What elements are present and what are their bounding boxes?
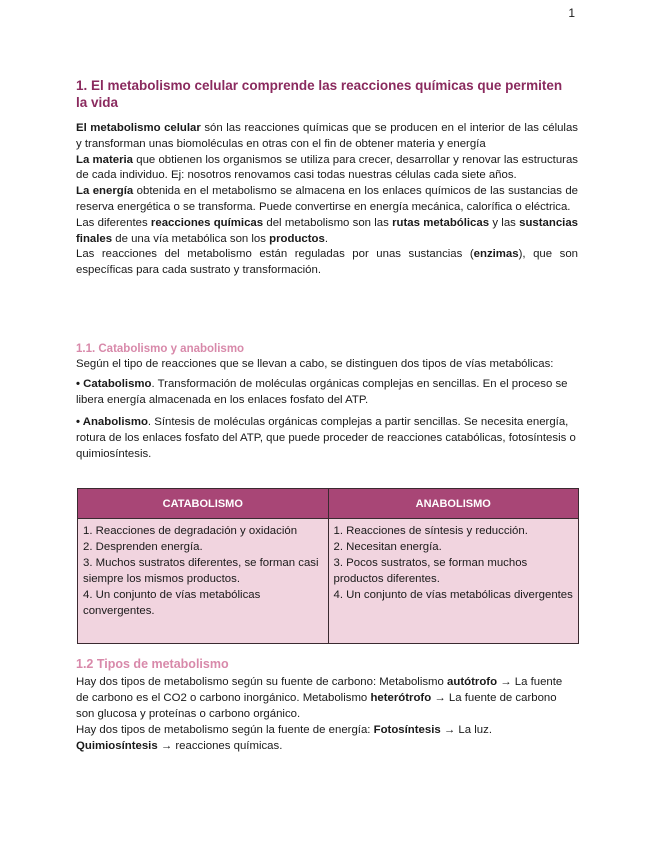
list-item: 1. Reacciones de degradación y oxidación bbox=[83, 525, 298, 537]
cell-catabolismo bbox=[78, 519, 329, 644]
term-sustancias: sustancias finales bbox=[76, 216, 579, 245]
term-materia: La materia bbox=[76, 153, 134, 166]
header-anabolismo: ANABOLISMO bbox=[328, 489, 579, 519]
paragraph-fuente-energia bbox=[76, 722, 578, 738]
text-span: . bbox=[324, 232, 328, 245]
term-productos: productos bbox=[269, 232, 325, 245]
list-item: 4. Un conjunto de vías metabólicas convergentes. bbox=[83, 589, 261, 617]
text-span: Hay dos tipos de metabolismo según la fuente de energía: bbox=[76, 724, 374, 736]
term-anabolismo: • Anabolismo bbox=[76, 415, 148, 428]
text-energia: obtenida en el metabolismo se almacena en los enlaces químicos de las sustancias de reserva energética o se transforma. Puede convertirse en energía mecánica, calorífica o eléctrica. bbox=[76, 185, 579, 213]
paragraph-rutas bbox=[76, 216, 578, 248]
text-span: y las bbox=[489, 216, 520, 229]
list-item: 3. Muchos sustratos diferentes, se forman casi siempre los mismos productos. bbox=[83, 557, 319, 585]
text-span: → La fuente de carbono es el CO2 o carbono inorgánico. Metabolismo bbox=[76, 676, 563, 704]
list-item: 1. Reacciones de síntesis y reducción. bbox=[333, 525, 528, 537]
paragraph-metabolismo bbox=[76, 121, 578, 153]
header-catabolismo: CATABOLISMO bbox=[78, 489, 329, 519]
section-tipos bbox=[76, 674, 578, 754]
text-span: ), que son específicas para cada sustrato y transformación. bbox=[76, 248, 578, 277]
paragraph-enzimas bbox=[76, 247, 578, 279]
text-span: Las diferentes bbox=[76, 216, 151, 229]
term-heterotrofo: heterótrofo bbox=[370, 692, 432, 704]
table-header-row bbox=[78, 489, 579, 519]
text-span: → reacciones químicas. bbox=[157, 740, 283, 752]
comparison-table bbox=[77, 488, 579, 644]
paragraph-anabolismo bbox=[76, 414, 578, 463]
intro-section bbox=[76, 121, 578, 279]
heading-catabolismo-anabolismo: 1.1. Catabolismo y anabolismo bbox=[76, 343, 245, 355]
text-span: Las reacciones del metabolismo están reguladas por unas sustancias ( bbox=[76, 248, 474, 261]
paragraph-catabolismo bbox=[76, 376, 578, 408]
list-item: 3. Pocos sustratos, se forman muchos productos diferentes. bbox=[333, 557, 528, 585]
heading-metabolismo-celular: 1. El metabolismo celular comprende las reacciones químicas que permiten la vida bbox=[76, 78, 563, 110]
list-item: 4. Un conjunto de vías metabólicas divergentes bbox=[333, 589, 573, 601]
text-anabolismo: . Síntesis de moléculas orgánicas complejas a partir sencillas. Se necesita energía, rotura de los enlaces fosfato del ATP, que puede proceder de reacciones catabólicas, fotosíntesis o quimiosíntesis. bbox=[76, 415, 576, 461]
text-materia: que obtienen los organismos se utiliza para crecer, desarrollar y renovar las estructuras de cada individuo. Ej: nosotros renovamos casi todas nuestras células cada siete años. bbox=[76, 153, 579, 182]
term-fotosintesis: Fotosíntesis bbox=[373, 724, 441, 736]
term-reacciones: reacciones químicas bbox=[150, 216, 264, 229]
list-item: 2. Necesitan energía. bbox=[333, 541, 442, 553]
paragraph-fuente-carbono bbox=[76, 674, 578, 722]
page-number: 1 bbox=[568, 6, 575, 20]
cell-anabolismo bbox=[328, 519, 579, 644]
paragraph-lead: Según el tipo de reacciones que se llevan a cabo, se distinguen dos tipos de vías metabólicas: bbox=[76, 358, 554, 370]
text-span: de una vía metabólica son los bbox=[112, 232, 270, 245]
term-catabolismo: • Catabolismo bbox=[76, 378, 152, 391]
term-rutas: rutas metabólicas bbox=[392, 216, 490, 229]
text-metabolismo: són las reacciones químicas que se producen en el interior de las células y transforman unas biomoléculas en otras con el fin de obtener materia y energía bbox=[76, 122, 578, 150]
text-span: → La luz. bbox=[440, 724, 492, 736]
paragraph-materia bbox=[76, 153, 578, 185]
text-span: Hay dos tipos de metabolismo según su fuente de carbono: Metabolismo bbox=[76, 676, 448, 688]
text-catabolismo: . Transformación de moléculas orgánicas complejas en sencillas. En el proceso se libera energía almacenada en los enlaces fosfato del ATP. bbox=[76, 378, 568, 407]
list-item: 2. Desprenden energía. bbox=[83, 541, 203, 553]
section-vias-metabolicas bbox=[76, 356, 578, 462]
term-metabolismo-celular: El metabolismo celular bbox=[76, 122, 201, 134]
paragraph-quimiosintesis bbox=[76, 738, 578, 754]
heading-tipos-metabolismo: 1.2 Tipos de metabolismo bbox=[76, 657, 229, 671]
paragraph-energia bbox=[76, 184, 578, 216]
term-energia: La energía bbox=[76, 185, 134, 198]
text-span: → La fuente de carbono son glucosa y proteínas o carbono orgánico. bbox=[76, 692, 557, 720]
term-autotrofo: autótrofo bbox=[447, 676, 498, 688]
term-quimiosintesis: Quimiosíntesis bbox=[76, 740, 158, 752]
table-row bbox=[78, 519, 579, 644]
text-span: del metabolismo son las bbox=[263, 216, 393, 229]
term-enzimas: enzimas bbox=[473, 248, 519, 261]
